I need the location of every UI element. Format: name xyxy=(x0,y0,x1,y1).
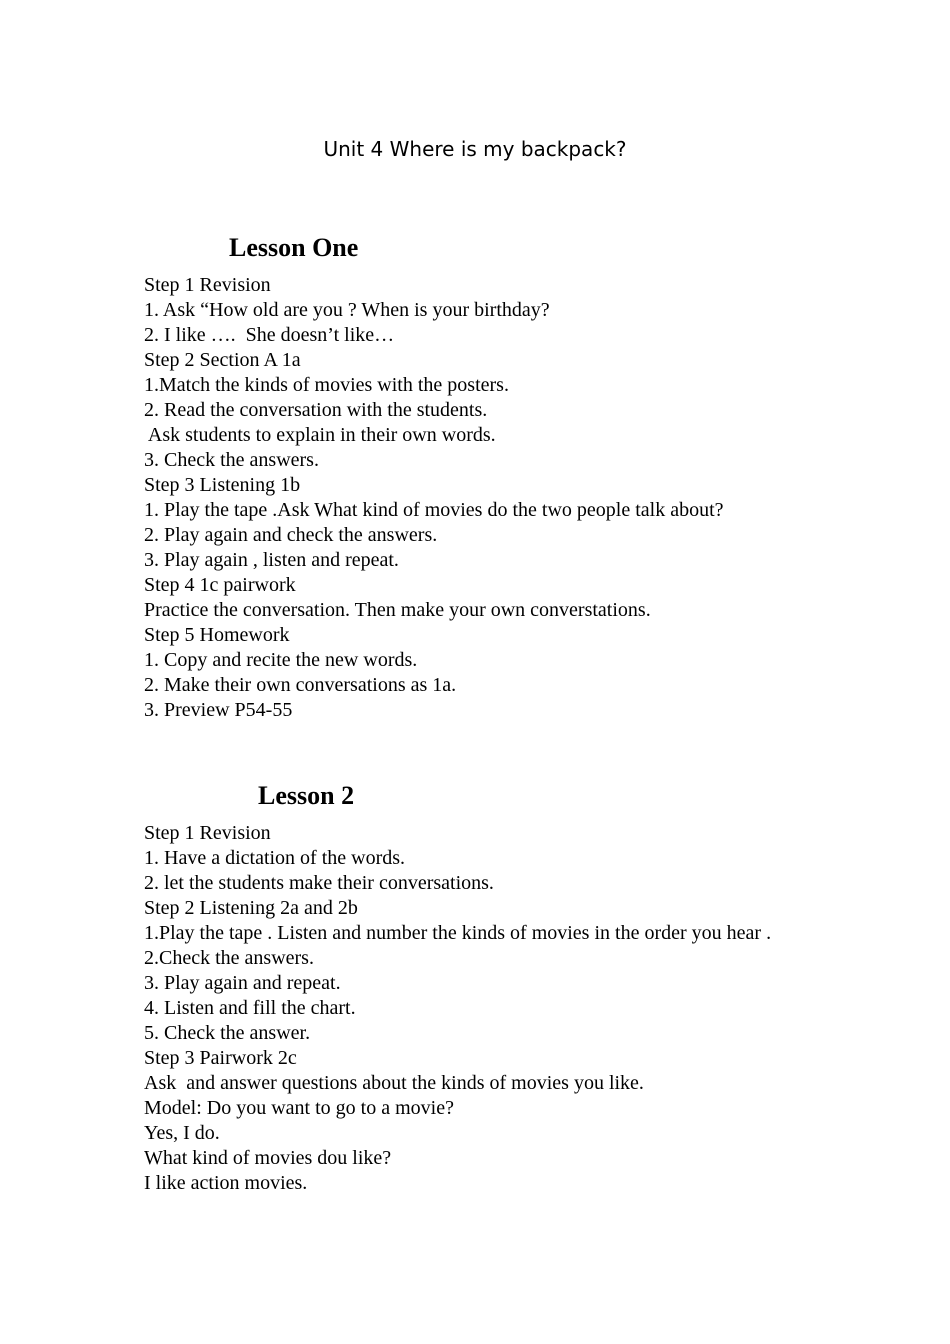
step-line: I like action movies. xyxy=(144,1172,308,1194)
step-line: What kind of movies dou like? xyxy=(144,1147,392,1169)
step-line: 2. I like …. She doesn’t like… xyxy=(144,324,395,346)
step-line: 2. Play again and check the answers. xyxy=(144,524,438,546)
step-line: Practice the conversation. Then make your own converstations. xyxy=(144,599,651,621)
lesson-two-steps xyxy=(144,821,806,1196)
lesson-two-heading: Lesson 2 xyxy=(258,781,355,810)
step-line: 3. Play again , listen and repeat. xyxy=(144,549,399,571)
step-line: 2. Make their own conversations as 1a. xyxy=(144,674,457,696)
document-title: Unit 4 Where is my backpack? xyxy=(323,137,627,161)
step-line: 4. Listen and fill the chart. xyxy=(144,997,356,1019)
step-line: Step 5 Homework xyxy=(144,624,290,646)
step-line: Step 2 Section A 1a xyxy=(144,349,301,371)
step-line: 1. Have a dictation of the words. xyxy=(144,847,406,869)
step-line: Step 1 Revision xyxy=(144,822,271,844)
step-line: 1.Match the kinds of movies with the posters. xyxy=(144,374,509,396)
step-line: 3. Play again and repeat. xyxy=(144,972,341,994)
step-line: Ask and answer questions about the kinds of movies you like. xyxy=(144,1072,644,1094)
step-line: Step 3 Pairwork 2c xyxy=(144,1047,297,1069)
step-line: Step 1 Revision xyxy=(144,274,271,296)
step-line: Step 4 1c pairwork xyxy=(144,574,296,596)
step-line: 2. let the students make their conversations. xyxy=(144,872,494,894)
step-line: 2. Read the conversation with the students. xyxy=(144,399,488,421)
step-line: 1.Play the tape . Listen and number the kinds of movies in the order you hear . xyxy=(144,922,772,944)
step-line: Step 2 Listening 2a and 2b xyxy=(144,897,358,919)
lesson-one-heading: Lesson One xyxy=(229,233,359,262)
lesson-one-steps xyxy=(144,273,806,723)
step-line: 3. Preview P54-55 xyxy=(144,699,293,721)
step-line: 1. Ask “How old are you ? When is your birthday? xyxy=(144,299,550,321)
step-line: Step 3 Listening 1b xyxy=(144,474,301,496)
step-line: 2.Check the answers. xyxy=(144,947,314,969)
step-line: 1. Copy and recite the new words. xyxy=(144,649,418,671)
step-line: Model: Do you want to go to a movie? xyxy=(144,1097,454,1119)
step-line: 5. Check the answer. xyxy=(144,1022,311,1044)
step-line: Ask students to explain in their own words. xyxy=(144,424,496,446)
step-line: 1. Play the tape .Ask What kind of movies do the two people talk about? xyxy=(144,499,724,521)
step-line: 3. Check the answers. xyxy=(144,449,319,471)
step-line: Yes, I do. xyxy=(144,1122,220,1144)
